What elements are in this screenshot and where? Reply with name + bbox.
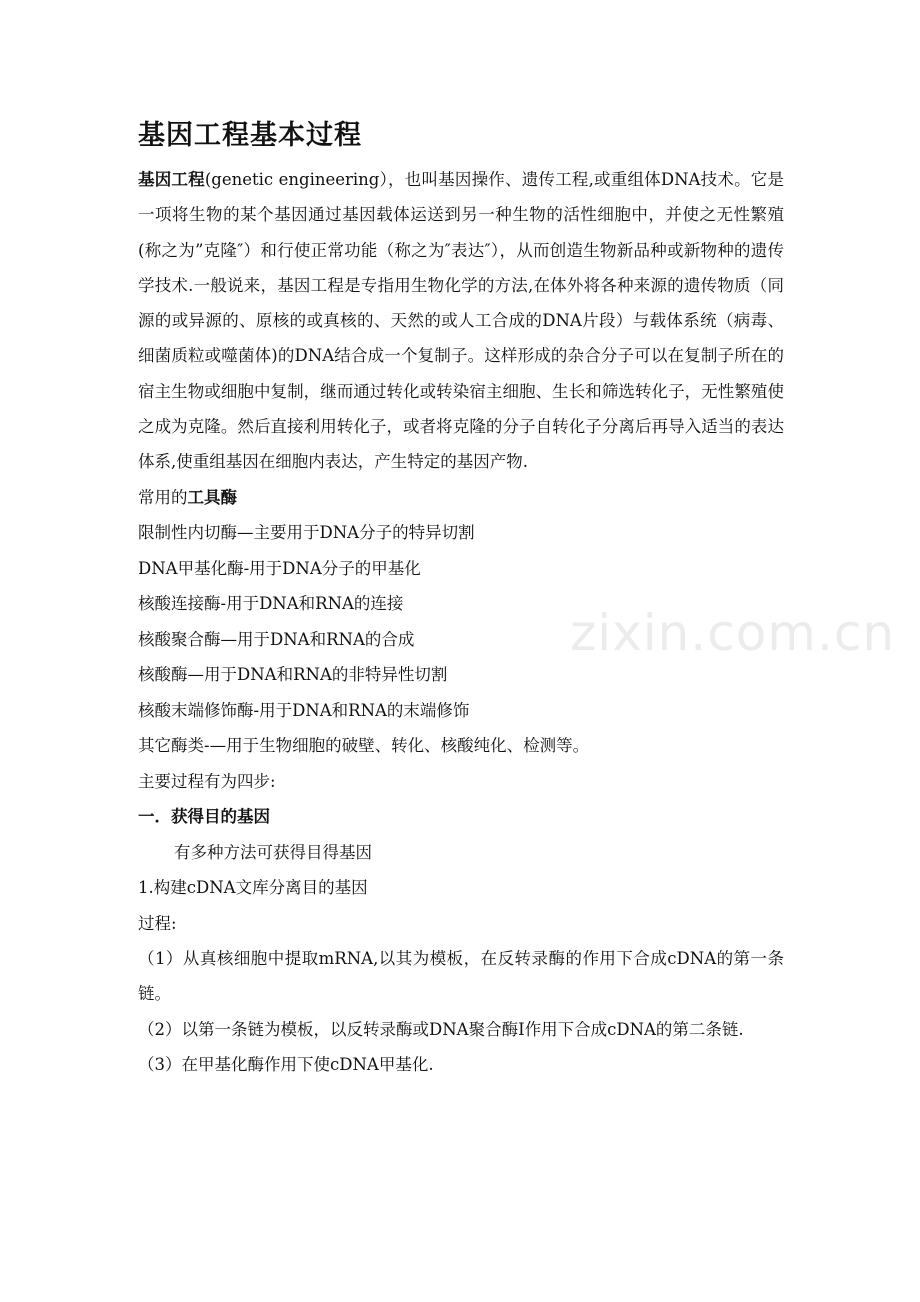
enzymes-prefix: 常用的 — [138, 487, 188, 507]
method-heading: 1.构建cDNA文库分离目的基因 — [138, 878, 368, 898]
intro-term: 基因工程 — [138, 170, 205, 189]
steps-intro: 主要过程有为四步: — [138, 771, 276, 791]
document-body — [138, 112, 784, 1082]
enzyme-item: 其它酶类-—用于生物细胞的破壁、转化、核酸纯化、检测等。 — [138, 736, 590, 756]
enzyme-item: 限制性内切酶—主要用于DNA分子的特异切割 — [138, 523, 475, 543]
watermark: zixin.com.cn — [570, 604, 896, 662]
intro-text: (genetic engineering），也叫基因操作、遗传工程,或重组体DNA技术。它是一项将生物的某个基因通过基因载体运送到另一种生物的活性细胞中，并使之无性繁殖(称之为”克隆″）和行使正常功能（称之为″表达″），从而创造生物新品种或新物种的遗传学技术.一般说来，基因工程是专指用生物化学的方法,在体外将各种来源的遗传物质（同源的或异源的、原核的或真核的、天然的或人工合成的DNA片段）与载体系统（病毒、细菌质粒或噬菌体)的DNA结合成一个复制子。这样形成的杂合分子可以在复制子所在的宿主生物或细胞中复制，继而通过转化或转染宿主细胞、生长和筛选转化子，无性繁殖使之成为克隆。然后直接利用转化子，或者将克隆的分子自转化子分离后再导入适当的表达体系,使重组基因在细胞内表达，产生特定的基因产物. — [138, 170, 785, 472]
enzyme-item: DNA甲基化酶-用于DNA分子的甲基化 — [138, 558, 421, 578]
section-heading: 一．获得目的基因 — [138, 807, 270, 827]
section-subtext: 有多种方法可获得目得基因 — [174, 842, 372, 862]
process-step: （1）从真核细胞中提取mRNA,以其为模板，在反转录酶的作用下合成cDNA的第一条链。 — [138, 949, 784, 1004]
process-label: 过程: — [138, 913, 177, 933]
enzymes-heading-line — [138, 480, 784, 516]
enzymes-heading: 工具酶 — [187, 487, 237, 507]
enzyme-item: 核酸聚合酶—用于DNA和RNA的合成 — [138, 629, 415, 649]
process-step: （2）以第一条链为模板，以反转录酶或DNA聚合酶I作用下合成cDNA的第二条链. — [138, 1019, 744, 1039]
enzyme-item: 核酸连接酶-用于DNA和RNA的连接 — [138, 594, 404, 614]
enzyme-item: 核酸酶—用于DNA和RNA的非特异性切割 — [138, 665, 448, 685]
page-title: 基因工程基本过程 — [138, 120, 362, 151]
intro-paragraph — [138, 162, 784, 480]
process-step: （3）在甲基化酶作用下使cDNA甲基化. — [138, 1055, 434, 1075]
enzyme-item: 核酸末端修饰酶-用于DNA和RNA的末端修饰 — [138, 700, 470, 720]
